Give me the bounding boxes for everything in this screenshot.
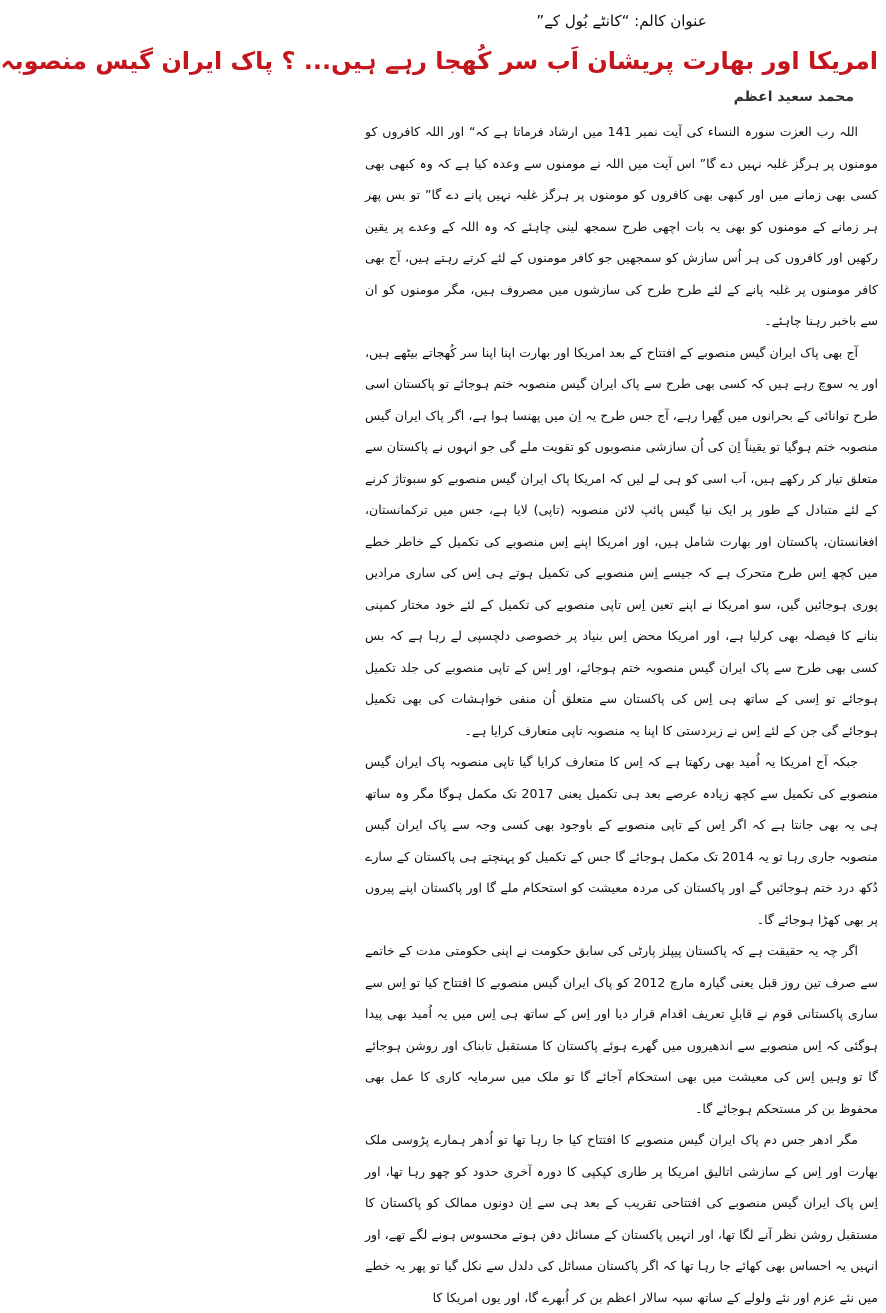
article-paragraph: آج بھی پاک ایران گیس منصوبے کے افتتاح کے بعد امریکا اور بھارت اپنا اپنا سر کُھجاتے بیٹھے ہیں، اور یہ سوچ رہے ہیں کہ کسی بھی طرح سے پاک ایران گیس منصوبہ ختم ہوجائے تو پاکستان اسی طرح توانائی کے بحرانوں میں گِھرا رہے، آج جس طرح یہ اِن میں پھنسا ہوا ہے، اگر پاک ایران گیس منصوبہ ختم ہوگیا تو یقیناً اِن کی اُن سازشی منصوبوں کو تقویت ملے گی جو انہوں نے پاکستان سے متعلق تیار کر رکھے ہیں، اَب اسی کو ہی لے لیں کہ امریکا پاک ایران گیس منصوبے کو سبوتاژ کرنے کے لئے متبادل کے طور پر ایک نیا گیس پائپ لائن منصوبہ (تاپی) لایا ہے، جس میں ترکمانستان، افغانستان، پاکستان اور بھارت شامل ہیں، اور امریکا اپنے اِس منصوبے کی تکمیل کے خاطر خطے میں کچھ اِس طرح متحرک ہے کہ جیسے اِس منصوبے کی تکمیل ہوتے ہی اِس کی ساری مرادیں پوری ہوجائیں گیں، سو امریکا نے اپنے تعین اِس تاپی منصوبے کی تکمیل کے لئے خود مختار کمپنی بنانے کا فیصلہ بھی کرلیا ہے، اور امریکا محض اِس بنیاد پر خصوصی دلچسپی لے رہا ہے کہ بس کسی بھی طرح سے پاک ایران گیس منصوبہ ختم ہوجائے، اور اِس کے تاپی منصوبے کی جلد تکمیل ہوجائے تو اِسی کے ساتھ ہی اِس کی پاکستان سے متعلق اُن منفی خواہشات کی بھی تکمیل ہوجائے گی جن کے لئے اِس نے زبردستی کا اپنا یہ منصوبہ تاپی متعارف کرایا ہے۔: [365, 344, 878, 738]
article-paragraph: اللہ رب العزت سورہ النساء کی آیت نمبر 141 میں ارشاد فرماتا ہے کہ“ اور اللہ کافروں کو مومنوں پر ہرگز غلبہ نہیں دے گا” اس آیت میں اللہ نے مومنوں سے وعدہ کیا ہے کہ وہ کبھی بھی کسی بھی زمانے میں اور کبھی بھی کافروں کو مومنوں پر ہرگز غلبہ نہیں پانے دے گا” تو بس پھر ہر زمانے کے مومنوں کو بھی یہ بات اچھی طرح سمجھ لینی چاہئے کہ وہ اللہ کے وعدے پر یقین رکھیں اور کافروں کی ہر اُس سازش کو سمجھیں جو کافر مومنوں کے لئے کرتے رہتے ہیں، آج بھی کافر مومنوں پر غلبہ پانے کے لئے طرح طرح کی سازشوں میں مصروف ہیں، مگر مومنوں کو ان سے باخبر رہنا چاہئے۔: [365, 124, 878, 328]
article-paragraph: جبکہ آج امریکا یہ اُمید بھی رکھتا ہے کہ اِس کا متعارف کرایا گیا تاپی منصوبہ پاک ایران گیس منصوبے کی تکمیل سے کچھ زیادہ عرصے بعد ہی تکمیل یعنی 2017 تک مکمل ہوگا مگر وہ ساتھ ہی یہ بھی جانتا ہے کہ اگر اِس کے تاپی منصوبے کے باوجود بھی کسی وجہ سے پاک ایران گیس منصوبہ جاری رہا تو یہ 2014 تک مکمل ہوجائے گا جس کے تکمیل کو پہنچتے ہی پاکستان کے سارے دُکھ درد ختم ہوجائیں گے اور پاکستان کی مردہ معیشت کو استحکام ملے گا اور پاکستان اپنے پیروں پر بھی کھڑا ہوجائے گا۔: [365, 754, 879, 927]
column-title: عنوان کالم: “کانٹے بُول کے”: [536, 12, 707, 30]
article-paragraph: اگر چہ یہ حقیقت ہے کہ پاکستان پیپلز پارٹی کی سابق حکومت نے اپنی حکومتی مدت کے خاتمے سے صرف تین روز قبل یعنی گیارہ مارچ 2012 کو پاک ایران گیس منصوبے کا افتتاح کیا تو اِس سے ساری پاکستانی قوم نے قابلِ تعریف اقدام قرار دیا اور اِس کے ساتھ ہی اِس میں یہ اُمید بھی پیدا ہوگئی کہ اِس منصوبے سے اندھیروں میں گھرے ہوئے پاکستان کا مستقبل تابناک اور روشن ہوجائے گا تو وہیں اِس کی معیشت میں بھی استحکام آجائے گا تو ملک میں سرمایہ کاری کا عمل بھی محفوظ بن کر مستحکم ہوجائے گا۔: [365, 943, 878, 1116]
author-byline: محمد سعید اعظم: [733, 89, 854, 105]
article-headline: امریکا اور بھارت پریشان اَب سر کُھجا رہے ہیں... ؟ پاک ایران گیس منصوبہ: [0, 47, 878, 75]
article-body: [365, 116, 878, 1313]
article-paragraph: مگر ادھر جس دم پاک ایران گیس منصوبے کا افتتاح کیا جا رہا تھا تو اُدھر ہمارے پڑوسی ملک بھارت اور اِس کے سازشی اتالیق امریکا پر طاری کپکپی کا دورہ آخری حدود کو چھو رہا تھا، اور اِس پاک ایران گیس منصوبے کی افتتاحی تقریب کے بعد ہی سے اِن دونوں ممالک کو پاکستان کا مستقبل روشن نظر آنے لگا تھا، اور انہیں پاکستان کے مسائل دفن ہوتے محسوس ہونے لگے تھے، اور انہیں یہ احساس بھی کھائے جا رہا تھا کہ اگر پاکستان مسائل کی دلدل سے نکل گیا تو پھر یہ خطے میں نئے عزم اور نئے ولولے کے ساتھ سپہ سالار اعظم بن کر اُبھرے گا، اور یوں امریکا کا: [365, 1132, 878, 1305]
